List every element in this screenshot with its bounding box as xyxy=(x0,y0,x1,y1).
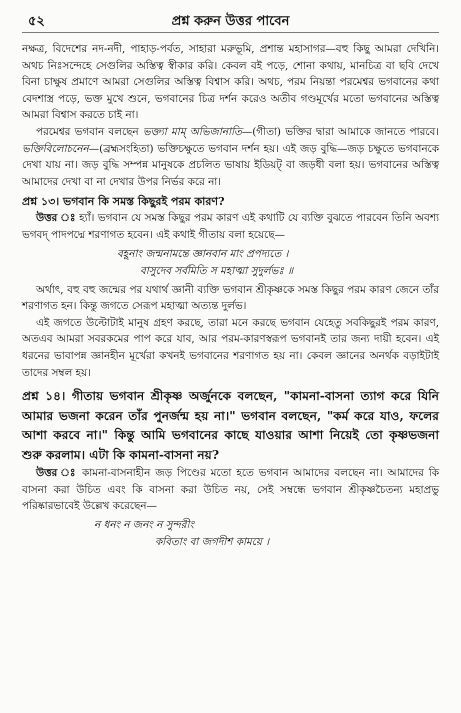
answer-14-text: কামনা-বাসনাহীন জড় পিণ্ডের মতো হতে ভগবান আমাদের বলছেন না। আমাদের কি বাসনা করা উচিত এবং কি বাসনা করা উচিত নয়, সেই সম্বন্ধে ভগবান শ্রীকৃষ্ণচৈতন্য মহাপ্রভু পরিষ্কারভাবেই উল্লেখ করেছেন— xyxy=(22,467,440,513)
sanskrit-quote-brahma-samhita: ভক্তিবিলোচনেন xyxy=(22,142,89,155)
question-14 xyxy=(22,387,439,465)
paragraph-2-rest: —(ব্রহ্মসংহিতা) ভক্তিচক্ষুতে ভগবান দর্শন হয়। এই জড় বুদ্ধি—জড় চক্ষুতে ভগবানকে দেখা যায় না। জড় বুদ্ধি সম্পন্ন মানুষকে প্রচলিত ভাষায় ইডিয়ট্ বা জড়ধী বলা হয়। ভগবানের অস্তিত্ব আমাদের দেখা বা না দেখার উপর নির্ভর করে না। xyxy=(22,142,439,188)
paragraph-4: এই জগতে উল্টোটাই মানুষ গ্রহণ করছে, তারা মনে করছে ভগবান যেহেতু সবকিছুরই পরম কারণ, অতএব আমরা সবরকমের পাপ করে যাব, আর পরম-কারণস্বরূপ ভগবানই তার জন্য দায়ী হবেন। এই ধরনের ভাবাপন্ন জ্ঞানহীন মূর্খেরা কখনই ভগবানের শরণাগত হয় না। কেবল জ্ঞানের অনর্থক বড়াইটাই তাদের সম্বল হয়। xyxy=(22,316,439,379)
sanskrit-quote-gita: ভক্ত্যা মাম্ অভিজানাতি xyxy=(142,125,242,138)
question-14-label: প্রশ্ন ১৪। xyxy=(22,389,66,404)
answer-13-text: হ্যাঁ। ভগবান যে সমস্ত কিছুর পরম কারণ এই কথাটি যে ব্যক্তি বুঝতে পারবেন তিনি অবশ্য ভগবদ্ পাদপদ্মে শরণাগত হবেন। এই কথাই গীতায় বলা হয়েছে— xyxy=(22,212,439,241)
verse-2-line-1: ন ধনং ন জনং ন সুন্দরীং xyxy=(94,518,194,531)
question-13-text: ভগবান কি সমস্ত কিছুরই পরম কারণ? xyxy=(59,195,225,209)
page-header xyxy=(22,10,439,33)
paragraph-3: অর্থাৎ, বহু বহু জন্মের পর যথার্থ জ্ঞানী ব্যক্তি ভগবান শ্রীকৃষ্ণকে সমস্ত কিছুর পরম কারণ জেনে তাঁর শরণাগত হন। কিন্তু জগতে সেরূপ মহাত্মা অত্যন্ত দুর্লভ। xyxy=(22,283,439,313)
verse-2 xyxy=(22,517,439,551)
paragraph-2-start: পরমেশ্বর ভগবান বলছেন xyxy=(36,125,143,138)
page-number: ৫২ xyxy=(28,14,45,29)
question-13 xyxy=(22,193,439,210)
verse-1 xyxy=(22,246,439,280)
answer-13-label: উত্তর ঃ xyxy=(36,212,76,225)
answer-14 xyxy=(22,465,439,515)
running-title: প্রশ্ন করুন উত্তর পাবেন xyxy=(171,14,290,29)
verse-1-line-1: বহূনাং জন্মনামন্তে জ্ঞানবান মাং প্রপদ্যতে । xyxy=(117,247,289,260)
paragraph-1: নক্ষত্র, বিদেশের নদ-নদী, পাহাড়-পর্বত, সাহারা মরুভূমি, প্রশান্ত মহাসাগর—বহু কিছু আমরা দেখিনি। অথচ নিঃসন্দেহে সেগুলির অস্তিত্ব স্বীকার করি। কেবল বই পড়ে, শোনা কথায়, মানচিত্র বা ছবি দেখে বিনা চাক্ষুষ প্রমাণে আমরা সেগুলির অস্তিত্ব বিশ্বাস করি। অথচ, পরম নিয়ন্তা পরমেশ্বর ভগবানের কথা বেদশাস্ত্র পড়ে, ভক্ত মুখে শুনে, ভগবানের চিত্র দর্শন করেও অতীব গণ্ডমূর্খের মতো ভগবানের অস্তিত্ব আমরা বিশ্বাস করতে চাই না। xyxy=(22,43,439,122)
verse-1-line-2: বাসুদেব সর্বমিতি স মহাত্মা সুদুর্লভঃ ॥ xyxy=(140,264,294,277)
paragraph-2-mid: —(গীতা) ভক্তির দ্বারা আমাকে জানতে পারবে। xyxy=(241,125,439,138)
answer-14-label: উত্তর ঃ xyxy=(36,467,78,480)
question-13-label: প্রশ্ন ১৩। xyxy=(22,195,60,209)
answer-13 xyxy=(22,210,439,243)
paragraph-2 xyxy=(22,124,439,190)
question-14-text: গীতায় ভগবান শ্রীকৃষ্ণ অর্জুনকে বলছেন, "কামনা-বাসনা ত্যাগ করে যিনি আমার ভজনা করেন তাঁর পুনর্জন্ম হয় না।" ভগবান বলছেন, "কর্ম করে যাও, ফলের আশা করবে না।" কিন্তু আমি ভগবানের কাছে যাওয়ার আশা নিয়েই তো কৃষ্ণভজনা শুরু করলাম। এটা কি কামনা-বাসনা নয়? xyxy=(22,389,439,462)
verse-2-line-2: কবিতাং বা জগদীশ কাময়ে । xyxy=(155,535,270,548)
